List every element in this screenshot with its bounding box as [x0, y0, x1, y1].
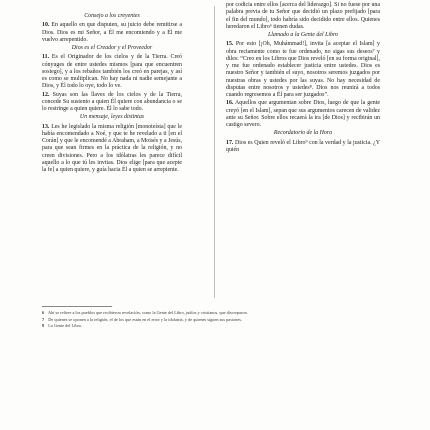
- verse-number: 13.: [42, 123, 50, 130]
- verse-10: [42, 22, 182, 44]
- verse-text: Les he legislado la misma religión [monoteísta] que le había encomendado a Noé, y que te he revelado a ti [en el Corán] y que le encomendé a Abraham, a Moisés y a Jesús, para que sean firmes en la práctica de la religión, y no creen divisiones. Pero a los idólatras les parece difícil aquello a lo que tú les invitas. Dios elige [para que acepte la fe] a quien quiere, y guía hacia Él a quien se arrepiente.: [42, 123, 182, 173]
- verse-number: 11.: [42, 54, 50, 61]
- left-column: [42, 0, 182, 175]
- footnote-marker: 7: [42, 316, 45, 322]
- section-heading-mensaje: Un mensaje, leyes distintas: [79, 114, 145, 121]
- footnote-8: [42, 323, 380, 329]
- footnote-text: De quienes se oponen a la religión, el de los que están en el error y la idolatría, y de quienes siguen sus pasiones.: [48, 316, 243, 322]
- footnote-text: La Gente del Libro.: [48, 323, 83, 329]
- footnote-6: [42, 310, 380, 316]
- footnote-text: Ahí se refiere a los pueblos que recibieron revelación, como la Gente del Libro, judíos y cristianos, que discreparon.: [48, 310, 248, 315]
- section-heading-hora: Recordatorio de la Hora: [273, 130, 333, 137]
- verse-number: 15.: [226, 41, 234, 48]
- verse-number: 10.: [42, 22, 50, 29]
- footnote-rule: [42, 306, 112, 307]
- verse-16: [226, 100, 380, 129]
- section-heading-gente-del-libro: Llamado a la Gente del Libro: [268, 32, 338, 38]
- verse-11: [42, 54, 182, 90]
- verse-15: [226, 41, 380, 99]
- right-column: [226, 0, 380, 155]
- verse-number: 12.: [42, 91, 50, 98]
- verse-text: Aquellos que argumentan sobre Dios, luego de que la gente creyó [en el Islam], sepan que sus argumentos carecen de validez ante su Señor. Sobre ellos recaerá la ira [de Dios] y recibirán un castigo severo.: [226, 100, 380, 128]
- section-heading-consejo: Consejo a los creyentes: [84, 13, 140, 19]
- verse-text: Suyas son las llaves de los cielos y de la Tierra, concede Su sustento a quien Él quiere con abundancia o se lo restringe a quien quiere. Él lo sabe todo.: [42, 91, 182, 112]
- verse-text: Por esto [¡Oh, Muhámmad!], invita [a aceptar el Islam] y obra rectamente como te fue ordenado, no sigas sus deseos⁷ y diles: “Creo en los Libros que Dios reveló [en su forma original], y me fue ordenado establecer justicia entre ustedes. Dios es nuestro Señor y también el suyo, nosotros seremos juzgados por nuestras obras y ustedes por las suyas. No hay necesidad de disputas entre nosotros y ustedes⁸. Dios nos reunirá a todos cuando regresemos a Él para ser juzgados”.: [226, 41, 380, 98]
- verse-text: En aquello en que disputen, su juicio debe remitirse a Dios. Dios es mi Señor, a Él me encomiendo y a Él me vuelvo arrepentido.: [42, 22, 182, 43]
- verse-text: Es el Originador de los cielos y de la Tierra. Creó cónyuges de entre ustedes mismos [para que encuentren sosiego], y a los rebaños también los creó en parejas, y así es como se multiplican. No hay nada ni nadie semejante a Dios, y Él todo lo oye, todo lo ve.: [42, 54, 182, 90]
- footnote-7: [42, 317, 380, 323]
- column-divider: [214, 6, 215, 298]
- verse-17: [226, 140, 380, 155]
- verse-13-continuation: por codicia entre ellos [acerca del liderazgo]. Si no fuese por una palabra previa de tu Señor que decidió un plazo prefijado [para el fin del mundo], todo habría sido decidido entre ellos. Quienes heredaron el Libro⁶ tienen dudas.: [226, 2, 380, 30]
- verse-number: 16.: [226, 100, 234, 107]
- footnote-marker: 6: [42, 310, 45, 315]
- verse-13: [42, 124, 182, 175]
- footnotes: [42, 306, 380, 330]
- section-heading-creador: Dios es el Creador y el Proveedor: [71, 45, 153, 51]
- verse-number: 17.: [226, 139, 234, 146]
- verse-text: Dios es Quien reveló el Libro⁹ con la verdad y la justicia. ¿Y quién: [226, 139, 381, 153]
- footnote-marker: 8: [42, 323, 45, 329]
- verse-12: [42, 92, 182, 114]
